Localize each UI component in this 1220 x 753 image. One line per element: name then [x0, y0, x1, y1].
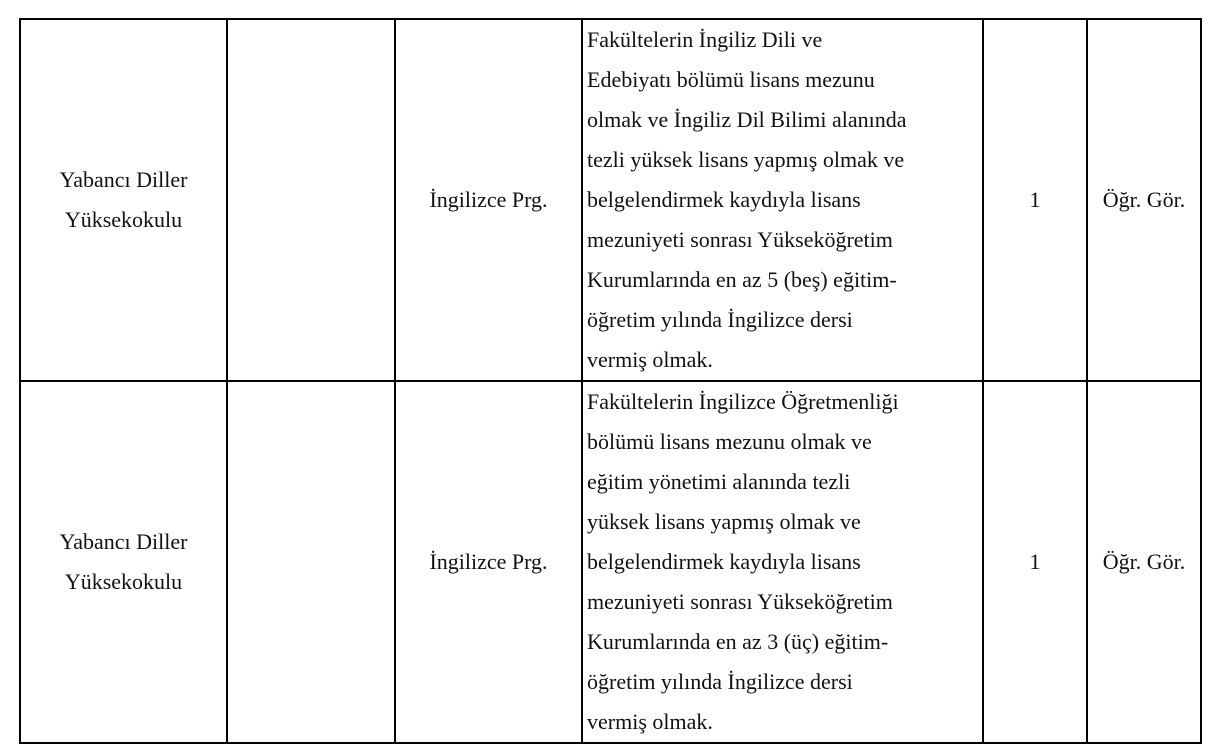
- requirement-line: bölümü lisans mezunu olmak ve: [587, 429, 872, 454]
- requirement-line: belgelendirmek kaydıyla lisans: [587, 549, 861, 574]
- table-row: [20, 19, 1201, 381]
- requirement-line: öğretim yılında İngilizce dersi: [587, 307, 853, 332]
- unit-name-line: Yabancı Diller: [59, 167, 188, 192]
- requirement-line: olmak ve İngiliz Dil Bilimi alanında: [587, 107, 907, 132]
- department-cell: [227, 19, 395, 381]
- requirement-line: Fakültelerin İngiliz Dili ve: [587, 27, 823, 52]
- department-cell: [227, 381, 395, 743]
- unit-cell: [20, 19, 227, 381]
- requirement-line: vermiş olmak.: [587, 347, 713, 372]
- requirement-line: eğitim yönetimi alanında tezli: [587, 469, 851, 494]
- requirement-line: öğretim yılında İngilizce dersi: [587, 669, 853, 694]
- requirements-cell: [582, 381, 983, 743]
- requirement-line: tezli yüksek lisans yapmış olmak ve: [587, 147, 905, 172]
- program-cell: İngilizce Prg.: [395, 19, 582, 381]
- unit-name-line: Yüksekokulu: [64, 569, 183, 594]
- requirement-line: Edebiyatı bölümü lisans mezunu: [587, 67, 875, 92]
- requirement-line: yüksek lisans yapmış olmak ve: [587, 509, 861, 534]
- requirement-line: Kurumlarında en az 5 (beş) eğitim-: [587, 267, 897, 292]
- staff-title-cell: Öğr. Gör.: [1087, 381, 1201, 743]
- requirement-line: vermiş olmak.: [587, 709, 713, 734]
- requirements-cell: [582, 19, 983, 381]
- table-row: [20, 381, 1201, 743]
- requirement-line: Fakültelerin İngilizce Öğretmenliği: [587, 389, 899, 414]
- staff-title-cell: Öğr. Gör.: [1087, 19, 1201, 381]
- unit-cell: [20, 381, 227, 743]
- unit-name-line: Yabancı Diller: [59, 529, 188, 554]
- program-cell: İngilizce Prg.: [395, 381, 582, 743]
- requirement-line: Kurumlarında en az 3 (üç) eğitim-: [587, 629, 889, 654]
- requirement-line: belgelendirmek kaydıyla lisans: [587, 187, 861, 212]
- position-count-cell: 1: [983, 381, 1087, 743]
- position-count-cell: 1: [983, 19, 1087, 381]
- requirement-line: mezuniyeti sonrası Yükseköğretim: [587, 589, 893, 614]
- unit-name-line: Yüksekokulu: [64, 207, 183, 232]
- positions-table: [19, 18, 1202, 744]
- requirement-line: mezuniyeti sonrası Yükseköğretim: [587, 227, 893, 252]
